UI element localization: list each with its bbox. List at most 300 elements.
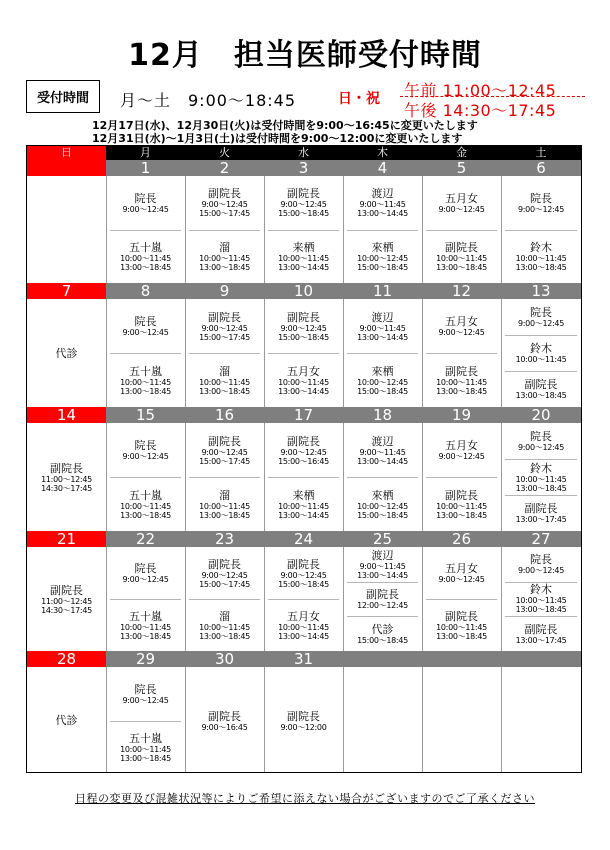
time-range: 13:00～18:45	[199, 631, 250, 641]
date-number: 15	[135, 406, 156, 424]
date-number: 4	[377, 159, 388, 177]
time-range: 11:00～12:45	[41, 474, 92, 484]
doctor-name: 副院長	[287, 557, 320, 571]
time-range: 10:00～11:45	[515, 253, 567, 263]
doctor-slot	[186, 477, 263, 531]
doctor-slot	[502, 459, 580, 495]
doctor-name: 鈴木	[530, 240, 552, 254]
time-range: 9:00～12:45	[517, 566, 565, 576]
doctor-name: 院長	[134, 439, 157, 452]
slot-divider	[110, 599, 181, 600]
time-range: 9:00～11:45	[359, 200, 406, 210]
doctor-name: 溜	[219, 488, 230, 502]
doctor-name: 来栖	[292, 488, 315, 502]
doctor-slot	[423, 599, 500, 651]
doctor-name: 代診	[371, 622, 394, 636]
doctor-slot	[28, 547, 105, 651]
time-range: 9:00～11:45	[359, 561, 406, 571]
doctor-name: 溜	[219, 240, 230, 254]
doctor-slot	[423, 353, 500, 407]
time-range: 15:00～17:45	[199, 456, 250, 466]
weekday-header-cell: 金	[456, 146, 467, 159]
slot-divider	[505, 335, 577, 336]
time-range: 9:00～12:45	[280, 447, 327, 457]
doctor-slot	[107, 176, 184, 230]
time-range: 15:00～18:45	[357, 386, 408, 396]
doctor-name: 院長	[134, 562, 157, 575]
doctor-slot	[344, 176, 421, 230]
time-range: 13:00～14:45	[278, 386, 329, 396]
doctor-name: 院長	[530, 430, 552, 443]
time-range: 9:00～12:45	[517, 204, 565, 214]
date-number: 28	[27, 651, 106, 667]
time-range: 13:00～18:45	[436, 510, 487, 520]
time-range: 13:00～14:45	[278, 631, 329, 641]
doctor-name: 副院長	[287, 187, 320, 201]
time-range: 10:00～11:45	[120, 622, 171, 632]
holiday-label: 日・祝	[338, 91, 380, 107]
doctor-slot	[265, 599, 342, 651]
time-range: 9:00～11:45	[359, 447, 406, 457]
time-range: 9:00～12:45	[201, 570, 248, 580]
doctor-slot	[502, 230, 580, 284]
date-number: 1	[140, 159, 151, 177]
time-range: 13:00～14:45	[357, 456, 408, 466]
slot-divider	[110, 477, 181, 478]
doctor-name: 代診	[55, 714, 78, 727]
slot-divider	[189, 599, 260, 600]
time-range: 13:00～18:45	[199, 510, 250, 520]
doctor-name: 來栖	[371, 364, 394, 378]
doctor-slot	[502, 616, 580, 651]
time-range: 14:30～17:45	[41, 605, 92, 615]
date-number: 26	[451, 530, 472, 548]
weekday-header-cell: 月	[140, 146, 151, 159]
date-number: 29	[135, 650, 156, 668]
doctor-slot	[107, 230, 184, 284]
doctor-name: 院長	[134, 682, 157, 696]
time-range: 11:00～12:45	[41, 596, 92, 606]
doctor-slot	[107, 299, 184, 353]
doctor-slot	[107, 721, 184, 775]
date-bar	[27, 651, 581, 667]
doctor-name: 五月女	[445, 562, 478, 575]
doctor-slot	[28, 299, 105, 407]
date-number: 22	[135, 530, 156, 548]
time-range: 10:00～11:45	[436, 253, 487, 263]
date-number: 13	[531, 282, 551, 300]
doctor-name: 副院長	[445, 609, 478, 623]
date-number: 30	[214, 650, 235, 668]
doctor-slot	[344, 423, 421, 477]
holiday-hours-pm: 午後 14:30～17:45	[404, 101, 557, 120]
time-range: 10:00～11:45	[436, 622, 487, 632]
doctor-name: 副院長	[287, 310, 320, 324]
weekday-header-cell: 日	[27, 146, 106, 160]
time-range: 9:00～12:45	[122, 204, 169, 214]
doctor-name: 副院長	[208, 310, 241, 324]
doctor-slot	[186, 176, 263, 230]
time-range: 13:00～14:45	[357, 332, 408, 342]
slot-divider	[426, 230, 497, 231]
time-range: 10:00～11:45	[515, 596, 567, 606]
time-range: 15:00～18:45	[357, 510, 408, 520]
slot-divider	[268, 599, 339, 600]
date-number	[343, 651, 422, 667]
slot-divider	[110, 721, 181, 722]
doctor-slot	[423, 477, 500, 531]
doctor-name: 副院長	[366, 587, 399, 601]
slot-divider	[347, 230, 418, 231]
time-range: 10:00～11:45	[278, 253, 329, 263]
date-bar	[27, 407, 581, 423]
weekday-hours: 月～土 9:00～18:45	[120, 91, 297, 110]
date-number: 19	[451, 406, 472, 424]
doctor-name: 五月女	[445, 439, 478, 452]
time-range: 9:00～12:45	[201, 323, 248, 333]
time-range: 9:00～12:45	[201, 447, 248, 457]
time-range: 13:00～18:45	[515, 483, 567, 493]
doctor-name: 五月女	[445, 191, 478, 205]
slot-divider	[505, 459, 577, 460]
doctor-slot	[344, 353, 421, 407]
doctor-name: 副院長	[50, 461, 83, 475]
time-range: 9:00～12:45	[280, 323, 327, 333]
doctor-name: 五月女	[445, 315, 478, 328]
doctor-slot	[107, 667, 184, 721]
date-number: 16	[214, 406, 235, 424]
time-range: 10:00～11:45	[515, 474, 567, 484]
time-range: 13:00～14:45	[278, 510, 329, 520]
time-range: 10:00～11:45	[436, 501, 487, 511]
time-range: 12:00～12:45	[357, 600, 408, 610]
doctor-name: 院長	[134, 315, 157, 328]
doctor-slot	[186, 547, 263, 599]
date-number: 3	[298, 159, 309, 177]
time-range: 13:00～17:45	[515, 515, 567, 524]
time-range: 9:00～12:45	[122, 695, 169, 705]
time-range: 10:00～11:45	[278, 622, 329, 632]
page-title: 12月 担当医師受付時間	[128, 38, 482, 73]
doctor-slot	[423, 230, 500, 284]
doctor-name: 來栖	[371, 488, 394, 502]
doctor-slot	[265, 547, 342, 599]
doctor-name: 副院長	[287, 434, 320, 448]
time-range: 13:00～18:45	[199, 262, 250, 272]
time-range: 10:00～11:45	[278, 501, 329, 511]
date-number: 12	[451, 282, 472, 300]
time-range: 13:00～17:45	[515, 635, 567, 645]
doctor-slot	[28, 667, 105, 774]
date-number: 14	[27, 407, 106, 423]
date-number: 31	[293, 650, 314, 668]
doctor-slot	[344, 616, 421, 651]
slot-divider	[505, 582, 577, 583]
doctor-slot	[186, 599, 263, 651]
time-range: 14:30～17:45	[41, 483, 92, 493]
time-range: 9:00～12:45	[517, 319, 565, 328]
slot-divider	[347, 582, 418, 583]
doctor-name: 渡辺	[371, 548, 394, 562]
doctor-slot	[502, 299, 580, 335]
time-range: 13:00～14:45	[357, 570, 408, 580]
doctor-slot	[107, 547, 184, 599]
doctor-slot	[186, 667, 263, 774]
time-range: 10:00～12:45	[357, 253, 408, 263]
weekday-header-cell: 火	[219, 146, 230, 159]
doctor-slot	[265, 667, 342, 774]
doctor-slot	[265, 423, 342, 477]
date-number: 7	[27, 283, 106, 299]
doctor-slot	[265, 299, 342, 353]
time-range: 9:00～12:45	[280, 570, 327, 580]
time-range: 13:00～18:45	[436, 631, 487, 641]
date-number: 8	[140, 282, 151, 300]
slot-divider	[505, 230, 577, 231]
date-number: 23	[214, 530, 235, 548]
doctor-name: 五月女	[287, 364, 320, 378]
doctor-name: 副院長	[524, 622, 558, 636]
date-number: 2	[219, 159, 230, 177]
date-number: 5	[456, 159, 467, 177]
doctor-name: 來栖	[371, 240, 394, 254]
slot-divider	[347, 616, 418, 617]
time-range: 9:00～11:45	[359, 323, 406, 333]
doctor-slot	[107, 423, 184, 477]
time-range: 10:00～11:45	[120, 744, 171, 754]
slot-divider	[189, 353, 260, 354]
holiday-hours-am: 午前 11:00～12:45	[404, 81, 557, 100]
doctor-name: 溜	[219, 609, 230, 623]
doctor-name: 渡辺	[371, 310, 394, 324]
doctor-slot	[423, 547, 500, 599]
doctor-name: 院長	[134, 191, 157, 205]
time-range: 9:00～16:45	[201, 722, 248, 732]
date-number: 10	[293, 282, 314, 300]
slot-divider	[505, 495, 577, 496]
time-range: 13:00～14:45	[278, 262, 329, 272]
time-range: 10:00～11:45	[199, 501, 250, 511]
weekday-header	[27, 146, 581, 160]
doctor-name: 渡辺	[371, 434, 394, 448]
doctor-slot	[265, 176, 342, 230]
slot-divider	[426, 477, 497, 478]
slot-divider	[426, 353, 497, 354]
slot-divider	[110, 353, 181, 354]
doctor-slot	[502, 176, 580, 230]
date-number: 18	[372, 406, 393, 424]
doctor-slot	[186, 353, 263, 407]
time-range: 10:00～12:45	[357, 377, 408, 387]
doctor-name: 五月女	[287, 609, 320, 623]
doctor-slot	[502, 423, 580, 459]
time-range: 9:00～12:45	[122, 575, 169, 584]
doctor-name: 院長	[530, 306, 552, 319]
time-range: 10:00～11:45	[120, 501, 171, 511]
time-range: 15:00～17:45	[199, 209, 250, 219]
time-range: 10:00～11:45	[278, 377, 329, 387]
doctor-slot	[344, 582, 421, 617]
time-range: 13:00～18:45	[120, 386, 171, 396]
doctor-slot	[423, 176, 500, 230]
time-range: 9:00～12:45	[280, 200, 327, 210]
slot-divider	[189, 230, 260, 231]
doctor-slot	[265, 230, 342, 284]
doctor-name: 副院長	[524, 502, 558, 515]
doctor-slot	[107, 353, 184, 407]
doctor-name: 五十嵐	[129, 609, 162, 623]
doctor-name: 五十嵐	[129, 488, 162, 502]
date-number: 11	[372, 282, 393, 300]
doctor-name: 副院長	[445, 364, 478, 378]
doctor-slot	[344, 299, 421, 353]
time-range: 10:00～11:45	[199, 253, 250, 263]
doctor-slot	[423, 423, 500, 477]
time-range: 9:00～12:45	[438, 575, 485, 584]
date-number	[501, 651, 581, 667]
time-range: 15:00～18:45	[357, 635, 408, 645]
slot-divider	[505, 371, 577, 372]
doctor-slot	[502, 582, 580, 617]
notice-line: 12月17日(水)、12月30日(火)は受付時間を9:00～16:45に変更いたします	[92, 119, 478, 132]
weekday-header-cell: 土	[535, 146, 547, 159]
doctor-slot	[265, 477, 342, 531]
weekday-header-cell: 木	[377, 146, 388, 159]
date-number: 21	[27, 531, 106, 547]
doctor-name: 鈴木	[530, 461, 552, 475]
doctor-name: 溜	[219, 364, 230, 378]
time-range: 15:00～18:45	[278, 209, 329, 219]
doctor-slot	[28, 423, 105, 531]
slot-divider	[505, 616, 577, 617]
doctor-name: 代診	[55, 346, 78, 360]
date-number: 27	[531, 530, 551, 548]
doctor-name: 五十嵐	[129, 240, 162, 254]
time-range: 9:00～12:45	[517, 443, 565, 452]
time-range: 9:00～12:45	[438, 328, 485, 337]
doctor-name: 副院長	[208, 557, 241, 571]
time-range: 15:00～17:45	[199, 332, 250, 342]
doctor-name: 副院長	[50, 583, 83, 597]
time-range: 10:00～11:45	[199, 622, 250, 632]
slot-divider	[268, 353, 339, 354]
date-number: 20	[531, 406, 551, 424]
time-range: 15:00～18:45	[278, 579, 329, 589]
time-range: 9:00～12:45	[122, 328, 169, 337]
date-number	[422, 651, 501, 667]
doctor-name: 鈴木	[530, 583, 552, 597]
date-number: 6	[536, 159, 546, 177]
time-range: 15:00～17:45	[199, 579, 250, 589]
doctor-name: 五十嵐	[129, 731, 162, 745]
doctor-slot	[186, 230, 263, 284]
time-range: 10:00～11:45	[515, 355, 567, 364]
doctor-slot	[502, 335, 580, 371]
doctor-slot	[265, 353, 342, 407]
doctor-name: 院長	[530, 553, 552, 567]
date-number: 9	[219, 282, 230, 300]
doctor-name: 副院長	[208, 709, 241, 723]
doctor-slot	[107, 477, 184, 531]
time-range: 15:00～18:45	[357, 262, 408, 272]
doctor-name: 五十嵐	[129, 364, 162, 378]
time-range: 13:00～18:45	[120, 753, 171, 763]
time-range: 10:00～11:45	[199, 377, 250, 387]
time-range: 13:00～18:45	[436, 262, 487, 272]
time-range: 9:00～12:00	[280, 722, 327, 732]
weekday-header-cell: 水	[298, 146, 309, 159]
time-range: 10:00～11:45	[120, 253, 171, 263]
doctor-slot	[186, 423, 263, 477]
time-range: 13:00～18:45	[199, 386, 250, 396]
doctor-slot	[502, 547, 580, 582]
date-bar	[27, 160, 581, 176]
doctor-name: 来栖	[292, 240, 315, 254]
hours-divider	[400, 96, 585, 97]
slot-divider	[189, 477, 260, 478]
time-range: 10:00～11:45	[120, 377, 171, 387]
date-number: 25	[372, 530, 393, 548]
slot-divider	[268, 477, 339, 478]
time-range: 10:00～11:45	[436, 377, 487, 387]
doctor-name: 副院長	[208, 434, 241, 448]
doctor-slot	[344, 477, 421, 531]
doctor-slot	[502, 371, 580, 407]
doctor-slot	[186, 299, 263, 353]
date-bar	[27, 531, 581, 547]
time-range: 13:00～18:45	[515, 262, 567, 272]
time-range: 13:00～14:45	[357, 209, 408, 219]
time-range: 13:00～18:45	[515, 605, 567, 615]
time-range: 9:00～12:45	[438, 452, 485, 461]
time-range: 13:00～18:45	[515, 391, 567, 400]
doctor-slot	[107, 599, 184, 651]
time-range: 13:00～18:45	[120, 262, 171, 272]
time-range: 9:00～12:45	[201, 200, 248, 210]
doctor-name: 副院長	[287, 709, 320, 723]
notice-line: 12月31日(水)～1月3日(土)は受付時間を9:00～12:00に変更いたします	[92, 132, 463, 145]
doctor-name: 副院長	[445, 240, 478, 254]
slot-divider	[268, 230, 339, 231]
date-number: 24	[293, 530, 314, 548]
doctor-name: 副院長	[524, 378, 558, 391]
doctor-name: 鈴木	[530, 342, 552, 355]
doctor-slot	[344, 547, 421, 582]
time-range: 13:00～18:45	[120, 631, 171, 641]
doctor-name: 副院長	[208, 187, 241, 201]
doctor-slot	[423, 299, 500, 353]
date-number	[27, 160, 106, 176]
slot-divider	[426, 599, 497, 600]
reception-hours-label: 受付時間	[26, 80, 100, 113]
slot-divider	[347, 477, 418, 478]
date-number: 17	[293, 406, 314, 424]
doctor-name: 渡辺	[371, 187, 394, 201]
slot-divider	[347, 353, 418, 354]
doctor-name: 院長	[530, 191, 552, 205]
time-range: 15:00～16:45	[278, 456, 329, 466]
time-range: 13:00～18:45	[436, 386, 487, 396]
time-range: 13:00～18:45	[120, 510, 171, 520]
date-bar	[27, 283, 581, 299]
doctor-name: 副院長	[445, 488, 478, 502]
time-range: 15:00～18:45	[278, 332, 329, 342]
time-range: 9:00～12:45	[438, 204, 485, 214]
schedule-calendar	[26, 145, 582, 773]
doctor-slot	[502, 495, 580, 531]
footer-note: 日程の変更及び混雑状況等によりご希望に添えない場合がございますのでご了承ください	[75, 792, 535, 805]
slot-divider	[110, 230, 181, 231]
